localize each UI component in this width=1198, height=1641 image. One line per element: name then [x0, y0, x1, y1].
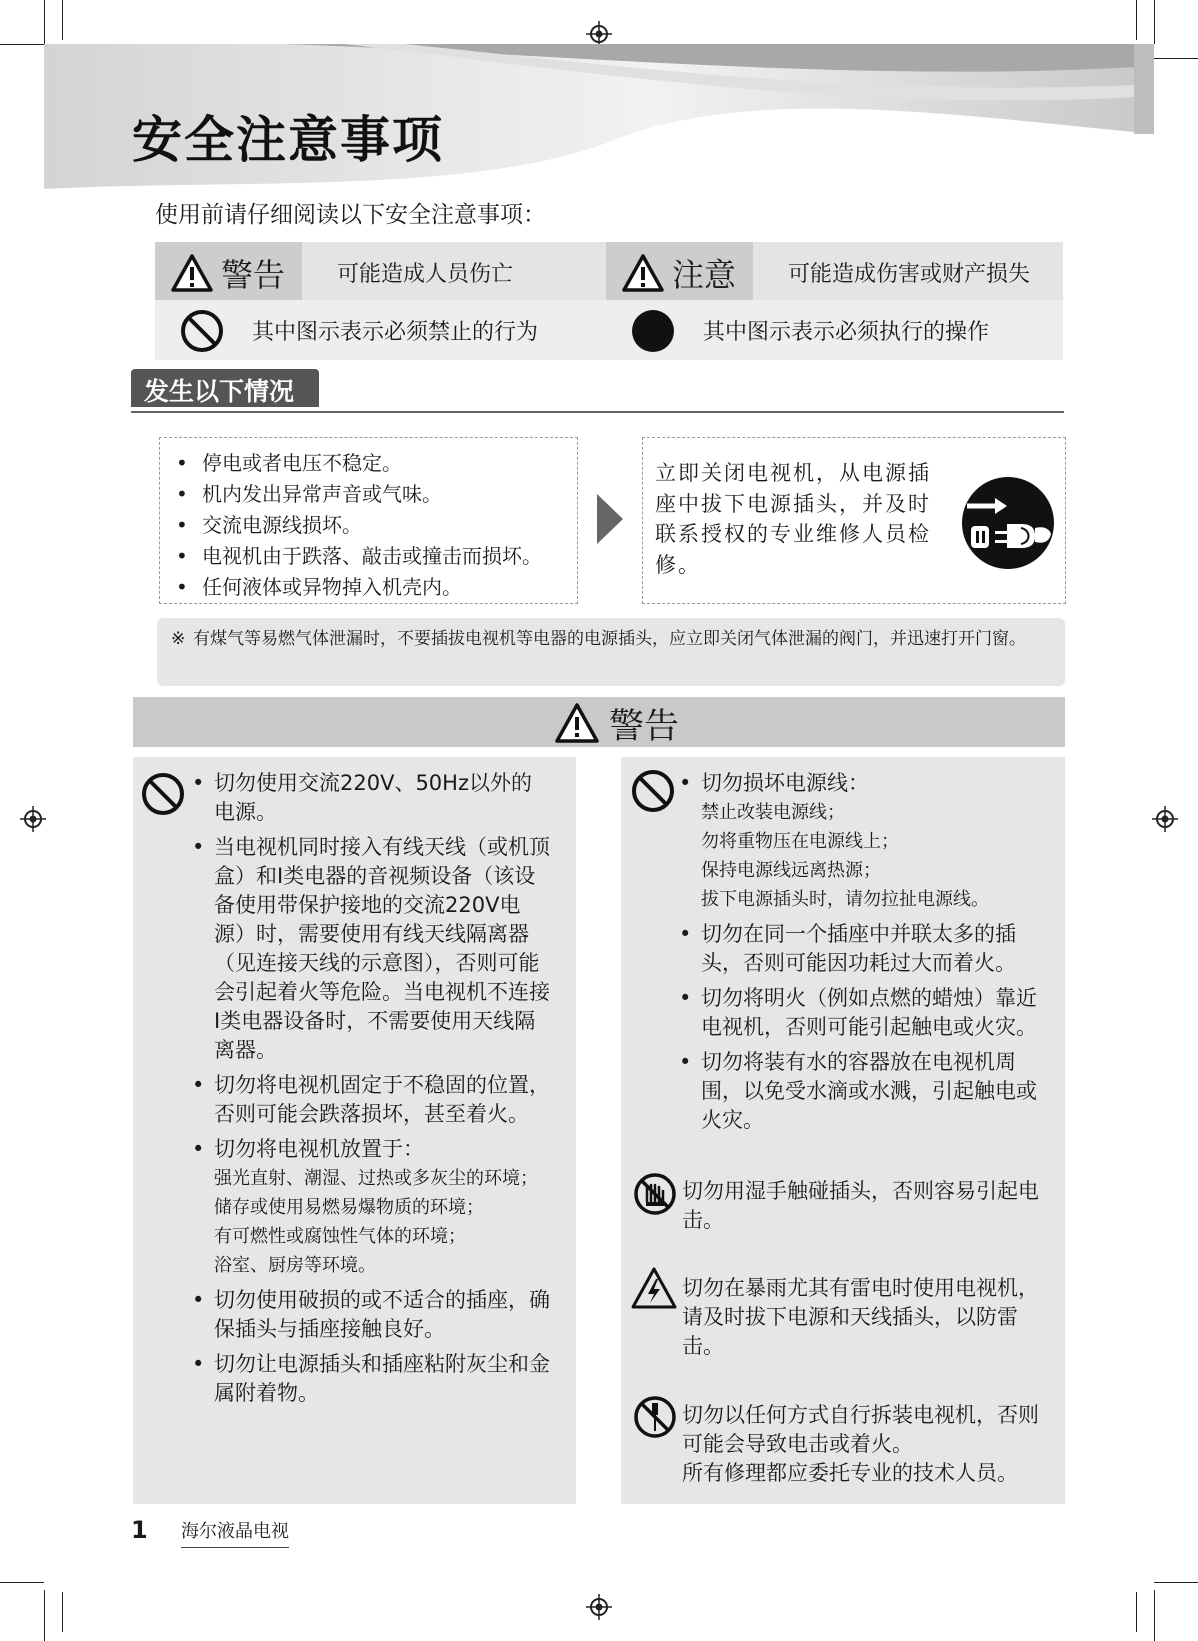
disassemble-warning: 切勿以任何方式自行拆装电视机，否则可能会导致电击或着火。: [682, 1403, 1039, 1456]
page-number: 1: [131, 1516, 148, 1544]
mandatory-description: 其中图示表示必须执行的操作: [703, 320, 990, 345]
registration-mark-icon: [1152, 806, 1178, 832]
crop-mark: [1154, 0, 1155, 44]
crop-mark: [1136, 1592, 1137, 1632]
crop-mark: [62, 1592, 63, 1632]
no-wet-hands-icon: [633, 1172, 677, 1216]
list-item: • 交流电源线损坏。: [172, 510, 577, 541]
list-item: • 当电视机同时接入有线天线（或机顶盒）和I类电器的音视频设备（该设备使用带保护接地的交流220V电源）时，需要使用有线天线隔离器（见连接天线的示意图），否则可能会引起着火等危险。当电视机不连接I类电器设备时，不需要使用天线隔离器。: [190, 833, 550, 1065]
list-item: • 停电或者电压不稳定。: [172, 448, 577, 479]
prohibited-description: 其中图示表示必须禁止的行为: [252, 320, 539, 345]
warning-section-title: 警告: [609, 707, 680, 747]
caution-description: 可能造成伤害或财产损失: [788, 262, 1031, 287]
gas-note: [157, 618, 1065, 686]
list-item: • 切勿将电视机放置于： 强光直射、潮湿、过热或多灰尘的环境； 储存或使用易燃易爆物质的环境； 有可燃性或腐蚀性气体的环境； 浴室、厨房等环境。: [190, 1135, 550, 1280]
prohibited-icon: [630, 768, 676, 814]
arrow-right-icon: [597, 494, 623, 544]
warning-triangle-icon: [555, 703, 599, 743]
mandatory-dot-icon: [630, 308, 676, 354]
action-box: [642, 437, 1066, 604]
crop-mark: [1154, 58, 1198, 59]
crop-mark: [62, 0, 63, 40]
prohibited-icon: [179, 308, 225, 354]
warning-left-panel: [133, 757, 576, 1504]
legend-caution: [606, 242, 1063, 360]
brand-label: 海尔液晶电视: [181, 1517, 289, 1548]
sub-item: 强光直射、潮湿、过热或多灰尘的环境；: [214, 1168, 538, 1189]
sub-item: 禁止改装电源线；: [701, 802, 845, 823]
list-item: • 切勿在同一个插座中并联太多的插头，否则可能因功耗过大而着火。: [677, 920, 1049, 978]
repair-note: 所有修理都应委托专业的技术人员。: [682, 1461, 1018, 1485]
sub-item: 勿将重物压在电源线上；: [701, 831, 899, 852]
action-text: 立即关闭电视机，从电源插座中拔下电源插头，并及时联系授权的专业维修人员检修。: [655, 461, 931, 577]
sub-item: 有可燃性或腐蚀性气体的环境；: [214, 1226, 466, 1247]
list-item: • 机内发出异常声音或气味。: [172, 479, 577, 510]
sub-item: 拔下电源插头时，请勿拉扯电源线。: [701, 889, 989, 910]
note-text: 有煤气等易燃气体泄漏时，不要插拔电视机等电器的电源插头，应立即关闭气体泄漏的阀门，并迅速打开门窗。: [193, 629, 1026, 649]
section-divider: [131, 411, 1064, 413]
list-item: • 切勿使用交流220V、50Hz以外的电源。: [190, 769, 550, 827]
legend-warning: [155, 242, 612, 360]
list-item: • 切勿使用破损的或不适合的插座，确保插头与插座接触良好。: [190, 1286, 550, 1344]
disassemble-text: [682, 1401, 1052, 1488]
sub-item: 浴室、厨房等环境。: [214, 1255, 376, 1276]
registration-mark-icon: [586, 1594, 612, 1620]
warning-right-panel: [621, 757, 1065, 1504]
caution-label: 注意: [672, 256, 737, 294]
list-item: • 切勿将电视机固定于不稳固的位置，否则可能会跌落损坏，甚至着火。: [190, 1071, 550, 1129]
warning-section-header: [133, 697, 1065, 747]
sub-item: 储存或使用易燃易爆物质的环境；: [214, 1197, 484, 1218]
wet-hands-text: 切勿用湿手触碰插头，否则容易引起电击。: [682, 1179, 1039, 1232]
list-item: • 切勿让电源插头和插座粘附灰尘和金属附着物。: [190, 1350, 550, 1408]
sub-item: 保持电源线远离热源；: [701, 860, 881, 881]
crop-mark: [44, 1590, 45, 1641]
warning-label: 警告: [221, 256, 286, 294]
unplug-icon: [961, 476, 1055, 570]
lightning-warning-icon: [631, 1267, 677, 1309]
conditions-list: [159, 437, 578, 604]
list-item: • 电视机由于跌落、敲击或撞击而损坏。: [172, 541, 577, 572]
section-header: 发生以下情况: [131, 369, 319, 407]
warning-triangle-icon: [171, 254, 213, 292]
crop-mark: [0, 44, 44, 45]
list-item: • 任何液体或异物掉入机壳内。: [172, 572, 577, 603]
list-item: • 切勿将明火（例如点燃的蜡烛）靠近电视机，否则可能引起触电或火灾。: [677, 984, 1049, 1042]
prohibited-icon: [140, 771, 186, 817]
warning-tag: [155, 242, 302, 300]
warning-triangle-icon: [622, 254, 664, 292]
crop-mark: [1154, 1590, 1155, 1641]
list-item: • 切勿将装有水的容器放在电视机周围，以免受水滴或水溅，引起触电或火灾。: [677, 1048, 1049, 1135]
caution-tag: [606, 242, 753, 300]
warning-list-left: [190, 769, 550, 1414]
crop-mark: [1136, 0, 1137, 40]
crop-mark: [0, 1582, 44, 1583]
no-disassembly-icon: [633, 1395, 677, 1439]
warning-description: 可能造成人员伤亡: [337, 262, 514, 287]
crop-mark: [1154, 1582, 1198, 1583]
crop-mark: [44, 0, 45, 44]
page-title: 安全注意事项: [132, 111, 444, 169]
intro-text: 使用前请仔细阅读以下安全注意事项：: [155, 202, 546, 228]
warning-list-right: [677, 769, 1049, 1141]
list-item: • 切勿损坏电源线： 禁止改装电源线； 勿将重物压在电源线上； 保持电源线远离热源； 拔下电源插头时，请勿拉扯电源线。: [677, 769, 1049, 914]
note-mark: ※: [171, 629, 186, 649]
registration-mark-icon: [20, 806, 46, 832]
lightning-text: 切勿在暴雨尤其有雷电时使用电视机，请及时拔下电源和天线插头，以防雷击。: [682, 1276, 1039, 1358]
